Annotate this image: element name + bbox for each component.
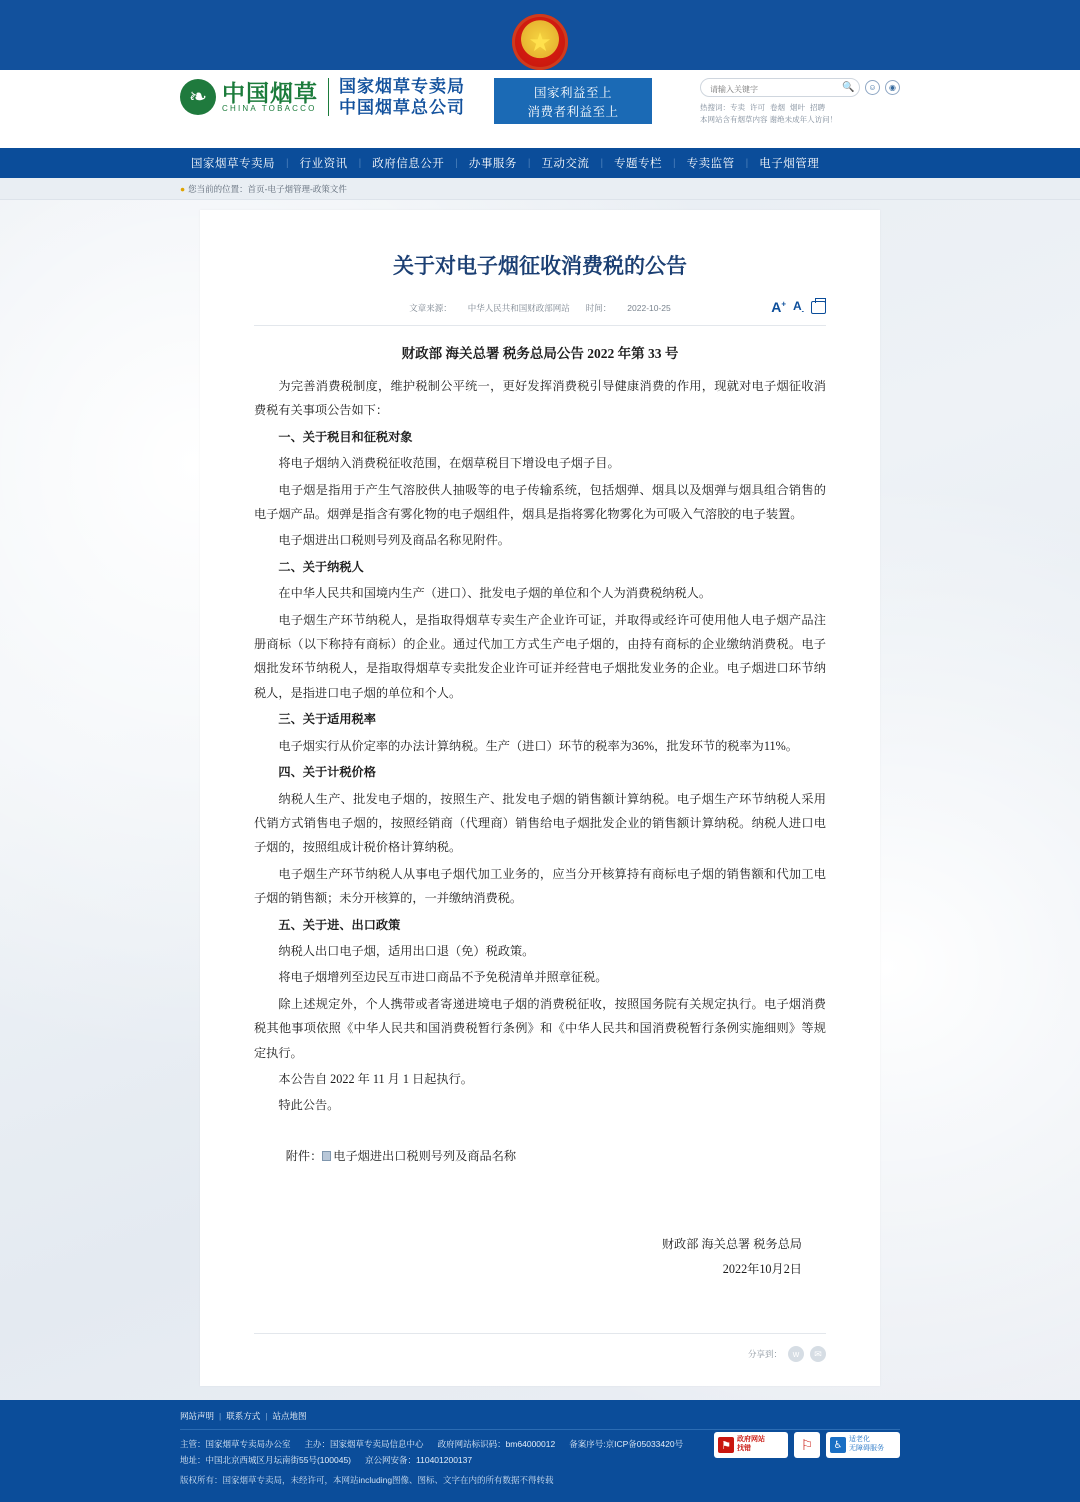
gov-website-badge[interactable] — [714, 1432, 788, 1458]
owner-value: 国家烟草专卖局信息中心 — [330, 1439, 424, 1449]
nav-divider: | — [286, 157, 289, 169]
top-blue-bar — [0, 0, 1080, 12]
nav-divider: | — [358, 157, 362, 169]
nav-item-3[interactable]: 办事服务 — [468, 158, 517, 170]
jing-label: 京公网安备： — [365, 1454, 417, 1465]
signing-date: 2022年10月2日 — [722, 1261, 802, 1276]
site-header — [0, 70, 1080, 148]
article-paragraph: 除上述规定外，个人携带或者寄递进境电子烟的消费税征收，按照国务院有关规定执行。电子烟消费税其他事项依照《中华人民共和国消费税暂行条例》和《中华人民共和国消费税暂行条例实施细则》等规定执行。 — [254, 996, 826, 1060]
gov-badge-icon: ⚑ — [718, 1437, 734, 1453]
attachment-label: 附件： — [285, 1148, 323, 1163]
article-paragraph: 纳税人生产、批发电子烟的，按照生产、批发电子烟的销售额计算纳税。电子烟生产环节纳税人采用代销方式销售电子烟的，按照经销商（代理商）销售给电子烟批发企业的销售额计算纳税。纳税人进口电子烟的，按照组成计税价格计算纳税。 — [254, 791, 826, 855]
nav-item-7[interactable]: 电子烟管理 — [759, 158, 820, 170]
article-paragraph: 纳税人出口电子烟，适用出口退（免）税政策。 — [278, 943, 535, 958]
article-paragraph: 特此公告。 — [278, 1098, 340, 1113]
host-label: 主管： — [180, 1439, 206, 1449]
footer-copyright: 版权所有：国家烟草专卖局，未经许可，本网站including图像、图标、文字在内的所有数据不得转载 — [180, 1475, 554, 1486]
hot-search-words — [700, 102, 900, 114]
logo-sub-line-2: 中国烟草总公司 — [339, 98, 465, 118]
hotword-1[interactable]: 许可 — [750, 103, 765, 112]
source-value: 中华人民共和国财政部网站 — [467, 303, 570, 313]
breadcrumb-label: 您当前的位置： — [188, 184, 248, 194]
accessibility-icon[interactable]: ☺ — [865, 80, 880, 95]
hot-search-label: 热搜词： — [700, 103, 730, 112]
search-box[interactable] — [700, 78, 860, 97]
nav-item-0[interactable]: 国家烟草专卖局 — [191, 158, 275, 170]
footer-link-sep: | — [219, 1411, 222, 1421]
main-navigation — [0, 148, 1080, 178]
time-label: 时间： — [585, 303, 612, 313]
article-paragraph: 电子烟是指用于产生气溶胶供人抽吸等的电子传输系统，包括烟弹、烟具以及烟弹与烟具组合销售的电子烟产品。烟弹是指含有雾化物的电子烟组件，烟具是指将雾化物雾化为可吸入气溶胶的电子装置。 — [254, 482, 826, 522]
search-input[interactable] — [701, 81, 859, 98]
host-value: 国家烟草专卖局办公室 — [205, 1439, 291, 1449]
nav-divider: | — [600, 157, 604, 169]
accessibility-badge-line-1: 适老化 — [849, 1436, 870, 1444]
slogan-line-2: 消费者利益至上 — [527, 105, 619, 120]
location-pin-icon: ● — [180, 184, 186, 194]
jing-value: 110401200137 — [416, 1454, 473, 1465]
national-emblem-icon: ★ — [512, 14, 568, 70]
attachment-link[interactable]: 电子烟进出口税则号列及商品名称 — [333, 1148, 517, 1163]
accessibility-badge-icon: ♿ — [830, 1437, 846, 1453]
time-value: 2022-10-25 — [627, 303, 671, 313]
slogan-line-1: 国家利益至上 — [533, 86, 612, 100]
gov-badge-line-1: 政府网站 — [737, 1436, 765, 1444]
article-tools — [771, 299, 826, 315]
footer-link-2[interactable]: 站点地图 — [272, 1411, 307, 1421]
slogan-banner — [494, 78, 652, 124]
hotword-0[interactable]: 专卖 — [730, 103, 745, 112]
logo-divider — [328, 78, 329, 116]
page-background — [0, 200, 1080, 1400]
source-label: 文章来源： — [409, 303, 452, 313]
owner-label: 主办： — [304, 1439, 331, 1449]
nav-item-1[interactable]: 行业资讯 — [299, 158, 348, 170]
article-paragraph: 电子烟生产环节纳税人从事电子烟代加工业务的，应当分开核算持有商标电子烟的销售额和代加工电子烟的销售额；未分开核算的，一并缴纳消费税。 — [254, 866, 826, 906]
accessibility-badge-line-2: 无障碍服务 — [849, 1445, 884, 1452]
footer-badges — [714, 1432, 900, 1458]
article-paragraph: 为完善消费税制度，维护税制公平统一，更好发挥消费税引导健康消费的作用，现就对电子烟征收消费税有关事项公告如下： — [254, 379, 826, 418]
share-label: 分享到： — [747, 1349, 782, 1359]
wechat-qr-icon[interactable]: ◉ — [885, 80, 900, 95]
gov-id-label: 政府网站标识码： — [437, 1439, 506, 1449]
breadcrumb-item-1[interactable]: 电子烟管理 — [267, 184, 311, 194]
gov-badge-line-2: 找错 — [737, 1445, 751, 1452]
article-paragraph: 电子烟进出口税则号列及商品名称见附件。 — [278, 533, 510, 548]
tobacco-leaf-icon: ❧ — [180, 79, 216, 115]
breadcrumb-bar — [0, 178, 1080, 200]
gov-id-value: bm64000012 — [505, 1439, 556, 1449]
hotword-4[interactable]: 招聘 — [810, 103, 825, 112]
breadcrumb-item-0[interactable]: 首页 — [247, 184, 265, 194]
icp-value[interactable]: 京ICP备05033420号 — [605, 1439, 684, 1449]
breadcrumb — [180, 178, 900, 200]
wechat-icon[interactable]: ✉ — [810, 1346, 826, 1362]
article-section-heading: 四、关于计税价格 — [278, 765, 376, 780]
site-logo[interactable] — [180, 76, 465, 119]
logo-sub-line-1: 国家烟草专卖局 — [339, 77, 465, 96]
icp-label: 备案序号: — [569, 1439, 606, 1449]
article-section-heading: 三、关于适用税率 — [278, 712, 376, 727]
footer-link-0[interactable]: 网站声明 — [180, 1411, 215, 1421]
signature-block — [254, 1232, 826, 1281]
accessibility-badge[interactable] — [826, 1432, 900, 1458]
nav-divider: | — [455, 157, 458, 169]
breadcrumb-item-2[interactable]: 政策文件 — [312, 184, 347, 194]
address-label: 地址： — [180, 1454, 206, 1465]
article-paragraph: 电子烟实行从价定率的办法计算纳税。生产（进口）环节的税率为36%，批发环节的税率为11%。 — [278, 738, 798, 753]
signing-organization: 财政部 海关总署 税务总局 — [661, 1237, 802, 1252]
nav-item-4[interactable]: 互动交流 — [541, 158, 590, 170]
nav-item-6[interactable]: 专卖监管 — [686, 158, 735, 170]
minor-notice: 本网站含有烟草内容 谢绝未成年人访问！ — [700, 114, 838, 124]
print-icon[interactable] — [811, 301, 826, 314]
nav-item-2[interactable]: 政府信息公开 — [372, 158, 445, 170]
hotword-2[interactable]: 卷烟 — [770, 103, 785, 112]
font-size-decrease-button[interactable]: $A_-$ — [792, 299, 804, 316]
header-search-area — [700, 78, 900, 125]
breadcrumb-sep: - — [264, 184, 268, 194]
address-value: 中国北京西城区月坛南街55号(100045) — [205, 1454, 351, 1465]
logo-english-name: CHINA TOBACCO — [222, 104, 317, 114]
article-section-heading: 二、关于纳税人 — [278, 559, 364, 574]
article-paragraph: 将电子烟增列至边民互市进口商品不予免税清单并照章征税。 — [278, 970, 608, 985]
article-paragraph: 电子烟生产环节纳税人，是指取得烟草专卖生产企业许可证，并取得或经许可使用他人电子烟产品注册商标（以下称持有商标）的企业。通过代加工方式生产电子烟的，由持有商标的企业缴纳消费税。电子烟批发环节纳税人，是指取得烟草专卖批发企业许可证并经营电子烟批发业务的企业。电子烟进口环节纳税人，是指进口电子烟的单位和个人。 — [254, 612, 826, 700]
nav-divider: | — [745, 157, 749, 169]
article-paragraph: 本公告自 2022 年 11 月 1 日起执行。 — [278, 1071, 473, 1086]
attachment-file-icon — [322, 1151, 331, 1161]
police-badge[interactable]: ⚐ — [794, 1432, 820, 1458]
nav-divider: | — [527, 157, 531, 169]
footer-links — [180, 1410, 900, 1430]
font-size-increase-button[interactable]: A+ — [771, 299, 786, 316]
attachment-row — [254, 1144, 826, 1168]
footer-link-1[interactable]: 联系方式 — [226, 1411, 261, 1421]
document-number: 财政部 海关总署 税务总局公告 2022 年第 33 号 — [401, 346, 679, 361]
breadcrumb-sep: - — [310, 184, 313, 194]
emblem-band — [0, 12, 1080, 70]
weibo-icon[interactable]: w — [788, 1346, 804, 1362]
nav-item-5[interactable]: 专题专栏 — [614, 158, 663, 170]
nav-divider: | — [673, 157, 676, 169]
share-row — [254, 1333, 826, 1362]
footer-link-sep: | — [265, 1411, 268, 1421]
article-card — [200, 210, 880, 1386]
logo-chinese-name: 中国烟草 — [222, 79, 318, 106]
article-section-heading: 一、关于税目和征税对象 — [278, 429, 413, 444]
hotword-3[interactable]: 烟叶 — [790, 103, 805, 112]
search-icon[interactable]: 🔍 — [842, 82, 855, 93]
article-paragraph: 在中华人民共和国境内生产（进口）、批发电子烟的单位和个人为消费税纳税人。 — [278, 586, 712, 601]
site-footer — [0, 1400, 1080, 1502]
article-paragraph: 将电子烟纳入消费税征收范围，在烟草税目下增设电子烟子目。 — [278, 456, 620, 471]
article-meta-row — [254, 299, 826, 326]
page-title: 关于对电子烟征收消费税的公告 — [393, 254, 687, 278]
article-section-heading: 五、关于进、出口政策 — [278, 917, 401, 932]
